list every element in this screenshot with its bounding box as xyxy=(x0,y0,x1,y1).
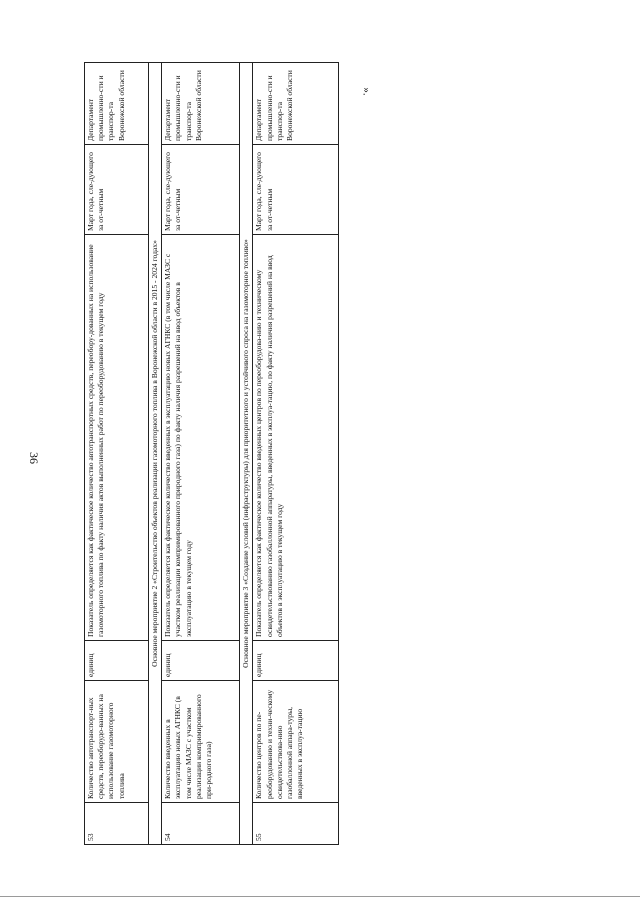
rotated-table-wrapper xyxy=(84,63,360,845)
table-row xyxy=(162,63,240,845)
indicator-name: Количество автотранспорт-ных средств, переоборудо-ванных на использование газомоторного топлива xyxy=(85,681,149,803)
table-row xyxy=(85,63,149,845)
unit-cell: единиц xyxy=(162,641,240,681)
unit-cell: единиц xyxy=(85,641,149,681)
calculation-method: Показатель определяется как фактическое количество введенных центров по переоборудова-нию и техническому освидетельствованию газобаллонной аппаратуры, введенных в эксплуа-тацию, по факту наличия разрешений на ввод объектов в эксплуатацию в текущем году xyxy=(253,235,339,641)
row-number: 53 xyxy=(85,803,149,845)
responsible-body: Департамент промышленно-сти и транспор-та Воронежской области xyxy=(253,63,339,145)
section-heading: Основное мероприятие 3 «Создание условий (инфраструктуры) для приоритетного и устойчивого спроса на газомоторное топливо» xyxy=(240,63,253,845)
reporting-period: Март года, сле-дующего за от-четным xyxy=(162,145,240,235)
row-number: 54 xyxy=(162,803,240,845)
calculation-method: Показатель определяется как фактическое количество автотранспортных средств, переобору-дованных на использование газомоторного топлива по факту наличия актов выполненных работ по переоборудованию в текущем году xyxy=(85,235,149,641)
responsible-body: Департамент промышленно-сти и транспор-та Воронежской области xyxy=(162,63,240,145)
page-number: 36 xyxy=(27,452,41,464)
row-number: 55 xyxy=(253,803,339,845)
unit-cell: единиц xyxy=(253,641,339,681)
page-bottom-rule xyxy=(0,896,640,897)
section-row xyxy=(240,63,253,845)
reporting-period: Март года, сле-дующего за от-четным xyxy=(85,145,149,235)
table-row xyxy=(253,63,339,845)
indicator-name: Количество введенных в эксплуатацию новых АГНКС (в том числе МАЗС с участком реализации компримированного при-родного газа) xyxy=(162,681,240,803)
responsible-body: Департамент промышленно-сти и транспор-та Воронежской области xyxy=(85,63,149,145)
indicators-table xyxy=(84,62,339,845)
indicator-name: Количество центров по пе-реоборудованию и техни-ческому освидетельствова-нию газобаллонной аппара-туры, введенных в эксплуа-тацию xyxy=(253,681,339,803)
section-row xyxy=(149,63,162,845)
calculation-method: Показатель определяется как фактическое количество введенных в эксплуатацию новых АГНКС (в том числе МАЗС с участком реализации компримированного природного газа) по факту наличия разрешений на ввод объектов в эксплуатацию в текущем году xyxy=(162,235,240,641)
closing-quote-mark: ». xyxy=(360,87,373,96)
reporting-period: Март года, сле-дующего за от-четным xyxy=(253,145,339,235)
section-heading: Основное мероприятие 2 «Строительство объектов реализации газомоторного топлива в Воронежской области в 2015 - 2024 годах» xyxy=(149,63,162,845)
